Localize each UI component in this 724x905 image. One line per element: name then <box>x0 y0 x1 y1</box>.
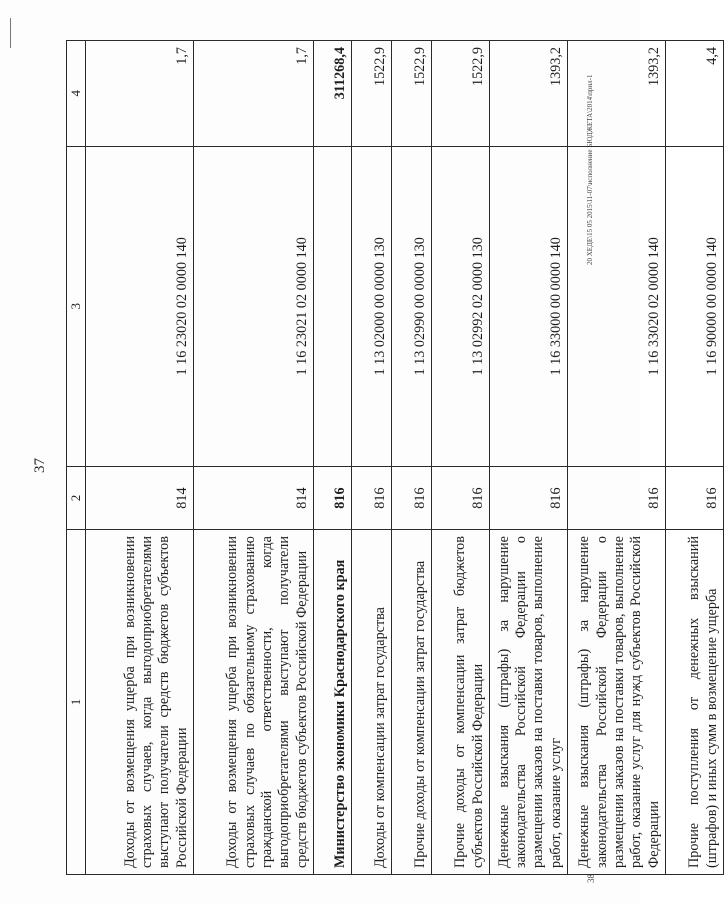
row-amount: 1522,9 <box>351 41 391 147</box>
table-row <box>313 41 351 875</box>
table-row <box>351 41 391 875</box>
row-budget-code: 1 16 33020 02 0000 140 <box>567 146 665 466</box>
header-col-2: 2 <box>67 467 86 530</box>
row-amount: 1522,9 <box>431 41 489 147</box>
table-header-row <box>67 41 86 875</box>
footer-path: 20 ХЕДЕ\15 05 2015\11-07\исполнение БЮДЖЕТА\2014\прил-1 <box>586 74 594 265</box>
row-budget-code: 1 16 23021 02 0000 140 <box>193 146 313 466</box>
header-col-3: 3 <box>67 146 86 466</box>
table-row <box>431 41 489 875</box>
row-name: Доходы от возмещения ущерба при возникновении страховых случаев по обязательному страхованию гражданской ответственности, когда выгодоприобретателями выступают получатели средств бюджетов субъектов Российской Федерации <box>193 530 313 875</box>
row-amount: 1,7 <box>85 41 193 147</box>
row-admin-code: 816 <box>351 467 391 530</box>
table-row <box>85 41 193 875</box>
header-col-1: 1 <box>67 530 86 875</box>
row-admin-code: 816 <box>567 467 665 530</box>
row-budget-code <box>313 146 351 466</box>
row-admin-code: 814 <box>85 467 193 530</box>
row-budget-code: 1 16 23020 02 0000 140 <box>85 146 193 466</box>
row-name: Доходы от возмещения ущерба при возникновении страховых случаев, когда выгодоприобретателями выступают получатели средств бюджетов субъектов Российской Федерации <box>85 530 193 875</box>
row-admin-code: 814 <box>193 467 313 530</box>
row-budget-code: 1 16 33000 00 0000 140 <box>489 146 567 466</box>
header-col-4: 4 <box>67 41 86 147</box>
row-admin-code: 816 <box>665 467 723 530</box>
row-budget-code: 1 13 02000 00 0000 130 <box>351 146 391 466</box>
row-amount: 1393,2 <box>567 41 665 147</box>
row-name: Доходы от компенсации затрат государства <box>351 530 391 875</box>
revenue-table <box>66 40 724 875</box>
row-amount: 4,4 <box>665 41 723 147</box>
row-amount: 1393,2 <box>489 41 567 147</box>
rotated-sheet <box>32 30 720 883</box>
revenue-table-body <box>67 41 724 875</box>
row-name: Прочие доходы от компенсации затрат государства <box>391 530 431 875</box>
table-row <box>193 41 313 875</box>
row-name: Министерство экономики Краснодарского края <box>313 530 351 875</box>
table-row <box>391 41 431 875</box>
table-row <box>567 41 665 875</box>
row-budget-code: 1 13 02990 00 0000 130 <box>391 146 431 466</box>
row-name: Прочие доходы от компенсации затрат бюджетов субъектов Российской Федерации <box>431 530 489 875</box>
row-budget-code: 1 13 02992 02 0000 130 <box>431 146 489 466</box>
row-admin-code: 816 <box>391 467 431 530</box>
row-admin-code: 816 <box>489 467 567 530</box>
row-amount: 1,7 <box>193 41 313 147</box>
page-number: 37 <box>32 458 48 473</box>
table-row <box>665 41 723 875</box>
row-name: Денежные взыскания (штрафы) за нарушение законодательства Российской Федерации о размещении заказов на поставки товаров, выполнение работ, оказание услуг <box>489 530 567 875</box>
row-admin-code: 816 <box>313 467 351 530</box>
row-amount: 311268,4 <box>313 41 351 147</box>
table-row <box>489 41 567 875</box>
row-admin-code: 816 <box>431 467 489 530</box>
scan-margin-line <box>10 18 11 48</box>
row-name: Денежные взыскания (штрафы) за нарушение законодательства Российской Федерации о размещении заказов на поставки товаров, выполнение работ, оказание услуг для нужд субъектов Российской Федерации <box>567 530 665 875</box>
row-budget-code: 1 16 90000 00 0000 140 <box>665 146 723 466</box>
row-name: Прочие поступления от денежных взысканий (штрафов) и иных сумм в возмещение ущерба <box>665 530 723 875</box>
corner-page-mark: 38 <box>586 874 596 883</box>
row-amount: 1522,9 <box>391 41 431 147</box>
